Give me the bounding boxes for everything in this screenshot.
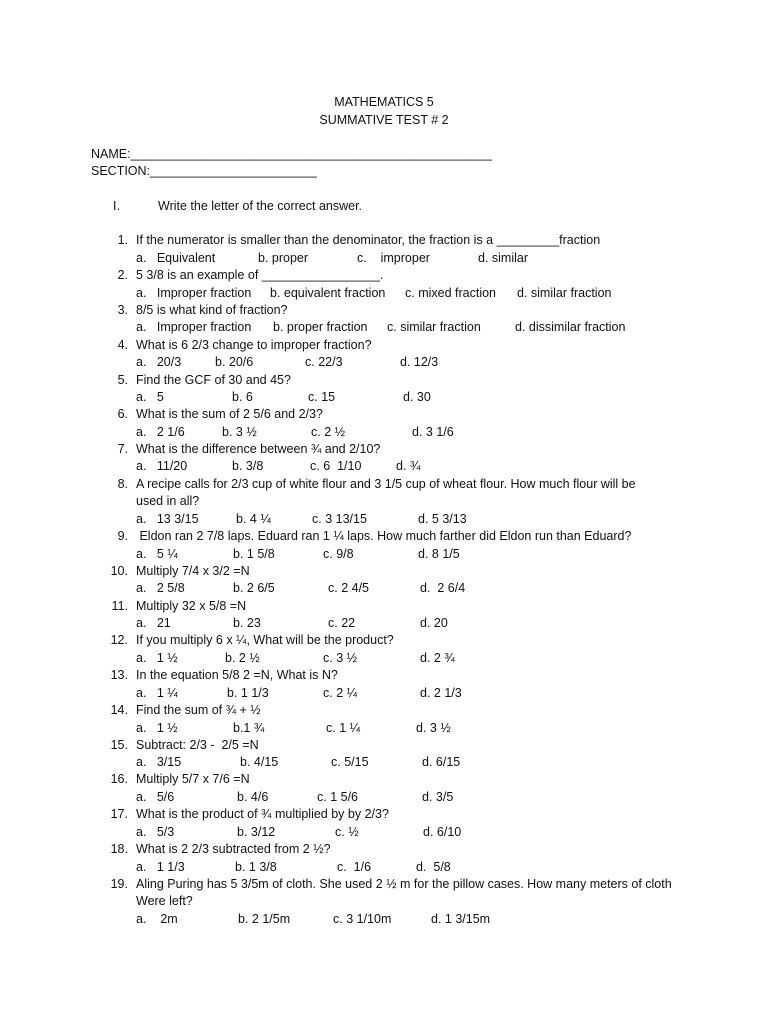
answer-choice: c. 22/3 bbox=[305, 355, 343, 369]
answer-choice: b. proper bbox=[258, 251, 309, 265]
question-number: 10. bbox=[110, 564, 128, 578]
answer-choice: d. 5 3/13 bbox=[418, 512, 467, 526]
answer-choice: c. 2 4/5 bbox=[328, 581, 369, 595]
answer-choice: b. 4 ¼ bbox=[236, 512, 271, 526]
answer-choice: d. 20 bbox=[420, 616, 448, 630]
question-number: 12. bbox=[110, 633, 128, 647]
answer-choice: b. 2 6/5 bbox=[233, 581, 275, 595]
answer-choice: d. ¾ bbox=[396, 459, 421, 473]
question-number: 2. bbox=[117, 268, 128, 282]
answer-choice: c. 1/6 bbox=[337, 860, 372, 874]
question-text: Were left? bbox=[136, 894, 193, 908]
answer-choice: b. 1 3/8 bbox=[235, 860, 277, 874]
question-number: 13. bbox=[110, 668, 128, 682]
answer-choice: d. 6/10 bbox=[423, 825, 462, 839]
answer-choice: c. 22 bbox=[328, 616, 356, 630]
answer-choice: a. 5/6 bbox=[136, 790, 175, 804]
answer-choice: b. 3/12 bbox=[237, 825, 276, 839]
answer-choice: a. 13 3/15 bbox=[136, 512, 199, 526]
question-number: 14. bbox=[110, 703, 128, 717]
answer-choice: d. 6/15 bbox=[422, 755, 461, 769]
question-text: What is 6 2/3 change to improper fraction? bbox=[136, 338, 372, 352]
question-text: In the equation 5/8 2 =N, What is N? bbox=[136, 668, 338, 682]
answer-choice: d. 3/5 bbox=[422, 790, 454, 804]
question-text: What is the product of ¾ multiplied by by 2/3? bbox=[136, 807, 389, 821]
answer-choice: c. 3 13/15 bbox=[312, 512, 367, 526]
answer-choice: c. 1 ¼ bbox=[326, 721, 361, 735]
answer-choice: b. 2 ½ bbox=[225, 651, 260, 665]
answer-choice: d. 1 3/15m bbox=[431, 912, 491, 926]
answer-choice: d. 2 ¾ bbox=[420, 651, 455, 665]
answer-choice: d. 2 6/4 bbox=[420, 581, 466, 595]
question-text: What is 2 2/3 subtracted from 2 ½? bbox=[136, 842, 331, 856]
question-number: 6. bbox=[117, 407, 128, 421]
answer-choice: d. 5/8 bbox=[416, 860, 451, 874]
answer-choice: d. 30 bbox=[403, 390, 431, 404]
question-text: What is the difference between ¾ and 2/10? bbox=[136, 442, 381, 456]
question-text: Find the GCF of 30 and 45? bbox=[136, 373, 291, 387]
answer-choice: b. 4/15 bbox=[240, 755, 279, 769]
answer-choice: c. 2 ½ bbox=[311, 425, 346, 439]
answer-choice: c. 6 1/10 bbox=[310, 459, 362, 473]
part-numeral: I. bbox=[113, 199, 120, 213]
question-number: 19. bbox=[110, 877, 128, 891]
question-text: used in all? bbox=[136, 494, 200, 508]
question-number: 18. bbox=[110, 842, 128, 856]
question-number: 7. bbox=[117, 442, 128, 456]
answer-choice: d. 3 ½ bbox=[416, 721, 451, 735]
answer-choice: b. proper fraction bbox=[273, 320, 368, 334]
answer-choice: a. 1 ½ bbox=[136, 721, 178, 735]
question-number: 4. bbox=[117, 338, 128, 352]
question-text: 5 3/8 is an example of _________________. bbox=[136, 268, 384, 282]
answer-choice: d. 12/3 bbox=[400, 355, 439, 369]
answer-choice: d. dissimilar fraction bbox=[515, 320, 626, 334]
question-number: 1. bbox=[117, 233, 128, 247]
answer-choice: c. 15 bbox=[308, 390, 336, 404]
answer-choice: c. 9/8 bbox=[323, 547, 354, 561]
page-subtitle: SUMMATIVE TEST # 2 bbox=[319, 113, 449, 127]
answer-choice: a. 2 5/8 bbox=[136, 581, 185, 595]
answer-choice: c. 3 1/10m bbox=[333, 912, 392, 926]
answer-choice: a. 5 ¼ bbox=[136, 547, 178, 561]
answer-choice: a. 1 1/3 bbox=[136, 860, 185, 874]
question-text: Multiply 5/7 x 7/6 =N bbox=[136, 772, 250, 786]
answer-choice: d. 2 1/3 bbox=[420, 686, 462, 700]
answer-choice: c. ½ bbox=[335, 825, 359, 839]
answer-choice: b. equivalent fraction bbox=[270, 286, 386, 300]
answer-choice: a. 2 1/6 bbox=[136, 425, 185, 439]
answer-choice: b. 1 5/8 bbox=[233, 547, 275, 561]
answer-choice: b. 4/6 bbox=[237, 790, 269, 804]
answer-choice: d. 8 1/5 bbox=[418, 547, 460, 561]
question-text: Find the sum of ¾ + ½ bbox=[136, 703, 261, 717]
question-number: 9. bbox=[117, 529, 128, 543]
question-text: Multiply 7/4 x 3/2 =N bbox=[136, 564, 250, 578]
question-text: A recipe calls for 2/3 cup of white flour and 3 1/5 cup of wheat flour. How much flour will be bbox=[136, 477, 636, 491]
name-field: NAME:____________________________________________________ bbox=[91, 147, 493, 161]
question-number: 5. bbox=[117, 373, 128, 387]
answer-choice: d. similar fraction bbox=[517, 286, 612, 300]
part-instruction: Write the letter of the correct answer. bbox=[158, 199, 363, 213]
question-number: 17. bbox=[110, 807, 128, 821]
answer-choice: c. similar fraction bbox=[387, 320, 481, 334]
question-number: 8. bbox=[117, 477, 128, 491]
answer-choice: d. similar bbox=[478, 251, 529, 265]
answer-choice: a. Improper fraction bbox=[136, 320, 252, 334]
answer-choice: a. 20/3 bbox=[136, 355, 182, 369]
section-field: SECTION:________________________ bbox=[91, 164, 317, 178]
answer-choice: c. mixed fraction bbox=[405, 286, 497, 300]
answer-choice: b. 3 ½ bbox=[222, 425, 257, 439]
answer-choice: b.1 ¾ bbox=[233, 721, 265, 735]
question-text: What is the sum of 2 5/6 and 2/3? bbox=[136, 407, 323, 421]
question-text: Multiply 32 x 5/8 =N bbox=[136, 599, 247, 613]
question-text: Eldon ran 2 7/8 laps. Eduard ran 1 ¼ laps. How much farther did Eldon run than Eduard? bbox=[136, 529, 632, 543]
question-text: Subtract: 2/3 - 2/5 =N bbox=[136, 738, 259, 752]
answer-choice: b. 20/6 bbox=[215, 355, 254, 369]
answer-choice: a. 2m bbox=[136, 912, 178, 926]
answer-choice: a. Equivalent bbox=[136, 251, 216, 265]
question-text: If you multiply 6 x ¼, What will be the product? bbox=[136, 633, 394, 647]
answer-choice: b. 23 bbox=[233, 616, 261, 630]
question-number: 15. bbox=[110, 738, 128, 752]
question-text: Aling Puring has 5 3/5m of cloth. She used 2 ½ m for the pillow cases. How many meters of cloth bbox=[136, 877, 672, 891]
answer-choice: a. Improper fraction bbox=[136, 286, 252, 300]
answer-choice: d. 3 1/6 bbox=[412, 425, 454, 439]
answer-choice: b. 3/8 bbox=[232, 459, 264, 473]
answer-choice: c. 1 5/6 bbox=[317, 790, 358, 804]
answer-choice: a. 1 ¼ bbox=[136, 686, 178, 700]
answer-choice: a. 1 ½ bbox=[136, 651, 178, 665]
question-number: 16. bbox=[110, 772, 128, 786]
page-title: MATHEMATICS 5 bbox=[334, 95, 434, 109]
answer-choice: c. 2 ¼ bbox=[323, 686, 358, 700]
answer-choice: a. 5 bbox=[136, 390, 164, 404]
answer-choice: a. 5/3 bbox=[136, 825, 175, 839]
answer-choice: b. 1 1/3 bbox=[227, 686, 269, 700]
answer-choice: c. improper bbox=[357, 251, 430, 265]
question-text: 8/5 is what kind of fraction? bbox=[136, 303, 288, 317]
answer-choice: a. 21 bbox=[136, 616, 171, 630]
answer-choice: b. 2 1/5m bbox=[238, 912, 291, 926]
question-number: 3. bbox=[117, 303, 128, 317]
question-number: 11. bbox=[111, 599, 128, 613]
answer-choice: a. 11/20 bbox=[136, 459, 188, 473]
question-text: If the numerator is smaller than the denominator, the fraction is a _________fraction bbox=[136, 233, 601, 247]
answer-choice: c. 5/15 bbox=[331, 755, 369, 769]
answer-choice: b. 6 bbox=[232, 390, 253, 404]
answer-choice: a. 3/15 bbox=[136, 755, 182, 769]
answer-choice: c. 3 ½ bbox=[323, 651, 358, 665]
